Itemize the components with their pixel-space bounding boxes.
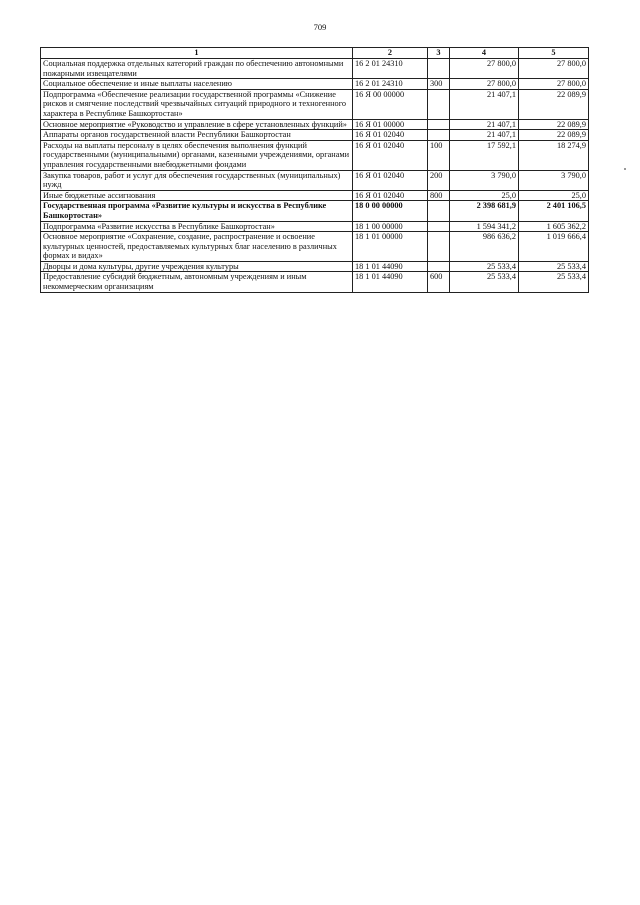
table-row	[41, 170, 589, 190]
row-value-2021-cell: 25 533,4	[519, 272, 589, 292]
row-value-2020-cell: 27 800,0	[450, 59, 519, 79]
row-name-cell: Основное мероприятие «Руководство и управление в сфере установленных функций»	[41, 119, 353, 130]
row-value-2020-cell: 3 790,0	[450, 170, 519, 190]
row-name-cell: Основное мероприятие «Сохранение, создание, распространение и освоение культурных ценностей, предоставляемых культурных благ населению в различных формах и видах»	[41, 232, 353, 262]
row-code-cell: 18 1 01 00000	[353, 232, 428, 262]
row-code-cell: 16 Я 01 00000	[353, 119, 428, 130]
row-value-2020-cell: 21 407,1	[450, 130, 519, 141]
row-kvr-cell	[428, 232, 450, 262]
row-kvr-cell	[428, 201, 450, 221]
row-name-cell: Дворцы и дома культуры, другие учреждения культуры	[41, 261, 353, 272]
table-row	[41, 221, 589, 232]
row-value-2021-cell: 1 019 666,4	[519, 232, 589, 262]
table-row	[41, 272, 589, 292]
row-name-cell: Аппараты органов государственной власти Республики Башкортостан	[41, 130, 353, 141]
row-value-2021-cell: 27 800,0	[519, 59, 589, 79]
table-row	[41, 232, 589, 262]
header-row	[41, 48, 589, 59]
column-header-2: 2	[353, 48, 428, 59]
row-code-cell: 18 1 01 44090	[353, 272, 428, 292]
row-value-2021-cell: 27 800,0	[519, 79, 589, 90]
row-value-2021-cell: 18 274,9	[519, 140, 589, 170]
row-kvr-cell	[428, 59, 450, 79]
row-code-cell: 16 Я 01 02040	[353, 190, 428, 201]
row-value-2020-cell: 25 533,4	[450, 261, 519, 272]
row-code-cell: 16 Я 01 02040	[353, 170, 428, 190]
row-name-cell: Социальная поддержка отдельных категорий граждан по обеспечению автономными пожарными извещателями	[41, 59, 353, 79]
row-kvr-cell	[428, 130, 450, 141]
scan-speck	[624, 168, 626, 170]
row-value-2021-cell: 25 533,4	[519, 261, 589, 272]
row-name-cell: Предоставление субсидий бюджетным, автономным учреждениям и иным некоммерческим организациям	[41, 272, 353, 292]
row-value-2020-cell: 21 407,1	[450, 119, 519, 130]
row-value-2020-cell: 986 636,2	[450, 232, 519, 262]
table-body	[41, 59, 589, 293]
row-name-cell: Подпрограмма «Развитие искусства в Республике Башкортостан»	[41, 221, 353, 232]
row-value-2020-cell: 2 398 681,9	[450, 201, 519, 221]
row-value-2020-cell: 1 594 341,2	[450, 221, 519, 232]
column-header-1: 1	[41, 48, 353, 59]
row-kvr-cell: 600	[428, 272, 450, 292]
row-value-2021-cell: 22 089,9	[519, 119, 589, 130]
row-value-2020-cell: 25,0	[450, 190, 519, 201]
row-value-2020-cell: 21 407,1	[450, 89, 519, 119]
table-row	[41, 119, 589, 130]
row-value-2021-cell: 3 790,0	[519, 170, 589, 190]
row-code-cell: 16 Я 01 02040	[353, 140, 428, 170]
row-kvr-cell: 800	[428, 190, 450, 201]
row-value-2021-cell: 25,0	[519, 190, 589, 201]
table-row	[41, 140, 589, 170]
table-row	[41, 190, 589, 201]
row-value-2021-cell: 22 089,9	[519, 130, 589, 141]
row-code-cell: 16 Я 01 02040	[353, 130, 428, 141]
page-number: 709	[313, 22, 327, 32]
row-name-cell: Иные бюджетные ассигнования	[41, 190, 353, 201]
row-kvr-cell	[428, 261, 450, 272]
row-value-2020-cell: 25 533,4	[450, 272, 519, 292]
row-name-cell: Расходы на выплаты персоналу в целях обеспечения выполнения функций государственными (муниципальными) органами, казенными учреждениями, органами управления государственными внебюджетными фондами	[41, 140, 353, 170]
row-kvr-cell: 300	[428, 79, 450, 90]
row-value-2021-cell: 1 605 362,2	[519, 221, 589, 232]
row-kvr-cell	[428, 89, 450, 119]
column-header-5: 5	[519, 48, 589, 59]
table-row	[41, 201, 589, 221]
row-kvr-cell: 200	[428, 170, 450, 190]
row-name-cell: Подпрограмма «Обеспечение реализации государственной программы «Снижение рисков и смягчение последствий чрезвычайных ситуаций природного и техногенного характера в Республике Башкортостан»	[41, 89, 353, 119]
row-name-cell: Социальное обеспечение и иные выплаты населению	[41, 79, 353, 90]
row-kvr-cell: 100	[428, 140, 450, 170]
row-code-cell: 18 1 00 00000	[353, 221, 428, 232]
row-kvr-cell	[428, 119, 450, 130]
row-name-cell: Государственная программа «Развитие культуры и искусства в Республике Башкортостан»	[41, 201, 353, 221]
row-code-cell: 16 2 01 24310	[353, 59, 428, 79]
table-row	[41, 89, 589, 119]
row-name-cell: Закупка товаров, работ и услуг для обеспечения государственных (муниципальных) нужд	[41, 170, 353, 190]
row-code-cell: 16 2 01 24310	[353, 79, 428, 90]
row-value-2021-cell: 2 401 106,5	[519, 201, 589, 221]
row-kvr-cell	[428, 221, 450, 232]
column-header-3: 3	[428, 48, 450, 59]
row-value-2021-cell: 22 089,9	[519, 89, 589, 119]
row-code-cell: 16 Я 00 00000	[353, 89, 428, 119]
column-header-4: 4	[450, 48, 519, 59]
table-row	[41, 79, 589, 90]
table-row	[41, 59, 589, 79]
budget-table	[40, 47, 589, 293]
table-row	[41, 130, 589, 141]
row-code-cell: 18 1 01 44090	[353, 261, 428, 272]
row-value-2020-cell: 17 592,1	[450, 140, 519, 170]
row-code-cell: 18 0 00 00000	[353, 201, 428, 221]
table-row	[41, 261, 589, 272]
row-value-2020-cell: 27 800,0	[450, 79, 519, 90]
